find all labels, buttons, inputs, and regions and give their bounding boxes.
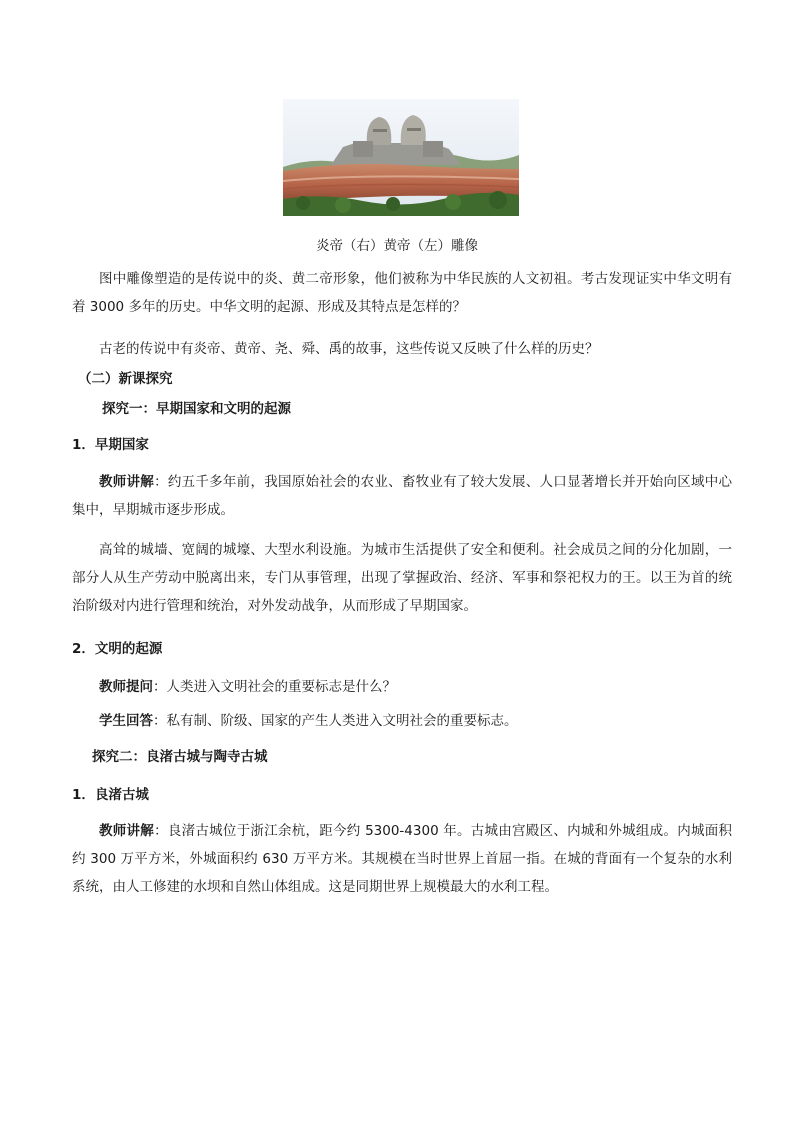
photo-caption: 炎帝（右）黄帝（左）雕像 [316, 238, 478, 254]
inquiry-1-title: 探究一：早期国家和文明的起源 [102, 401, 291, 417]
point-early-state-title: 1．早期国家 [72, 437, 149, 453]
teacher-question-label: 教师提问 [99, 679, 153, 695]
teacher-explain-label-2: 教师讲解 [99, 823, 155, 839]
point-liangzhu-title: 1．良渚古城 [72, 787, 149, 803]
teacher-question-text: ：人类进入文明社会的重要标志是什么？ [153, 679, 396, 695]
statue-photo [283, 99, 519, 216]
student-answer [72, 707, 732, 735]
teacher-explain-text-2: ：良渚古城位于浙江余杭，距今约 5300-4300 年。古城由宫殿区、内城和外城组成。内城面积约 300 万平方米，外城面积约 630 万平方米。其规模在当时世界上首屈一指。在城的背面有一个复杂的水利系统，由人工修建的水坝和自然山体组成。这是同期世界上规模最大的水利工程。 [72, 823, 732, 895]
point-liangzhu-text [72, 817, 732, 901]
teacher-question [72, 673, 732, 701]
section-title: （二）新课探究 [78, 371, 173, 387]
intro-paragraph-2: 古老的传说中有炎帝、黄帝、尧、舜、禹的故事，这些传说又反映了什么样的历史？ [99, 341, 599, 357]
intro-paragraph-1: 图中雕像塑造的是传说中的炎、黄二帝形象，他们被称为中华民族的人文初祖。考古发现证实中华文明有着 3000 多年的历史。中华文明的起源、形成及其特点是怎样的？ [72, 271, 732, 315]
teacher-explain-label: 教师讲解 [99, 474, 155, 490]
point-civilization-title: 2．文明的起源 [72, 641, 163, 657]
teacher-explain-text: ：约五千多年前，我国原始社会的农业、畜牧业有了较大发展、人口显著增长并开始向区域中心集中，早期城市逐步形成。 [72, 474, 733, 518]
inquiry-2-title: 探究二：良渚古城与陶寺古城 [92, 749, 268, 765]
student-answer-label: 学生回答 [99, 713, 153, 729]
statue-photo-icon [283, 99, 519, 216]
point-early-state-text [72, 468, 732, 524]
point-early-state-paragraph-2: 高耸的城墙、宽阔的城壕、大型水利设施。为城市生活提供了安全和便利。社会成员之间的分化加剧，一部分人从生产劳动中脱离出来，专门从事管理，出现了掌握政治、经济、军事和祭祀权力的王。以王为首的统治阶级对内进行管理和统治，对外发动战争，从而形成了早期国家。 [72, 542, 732, 614]
student-answer-text: ：私有制、阶级、国家的产生人类进入文明社会的重要标志。 [153, 713, 518, 729]
